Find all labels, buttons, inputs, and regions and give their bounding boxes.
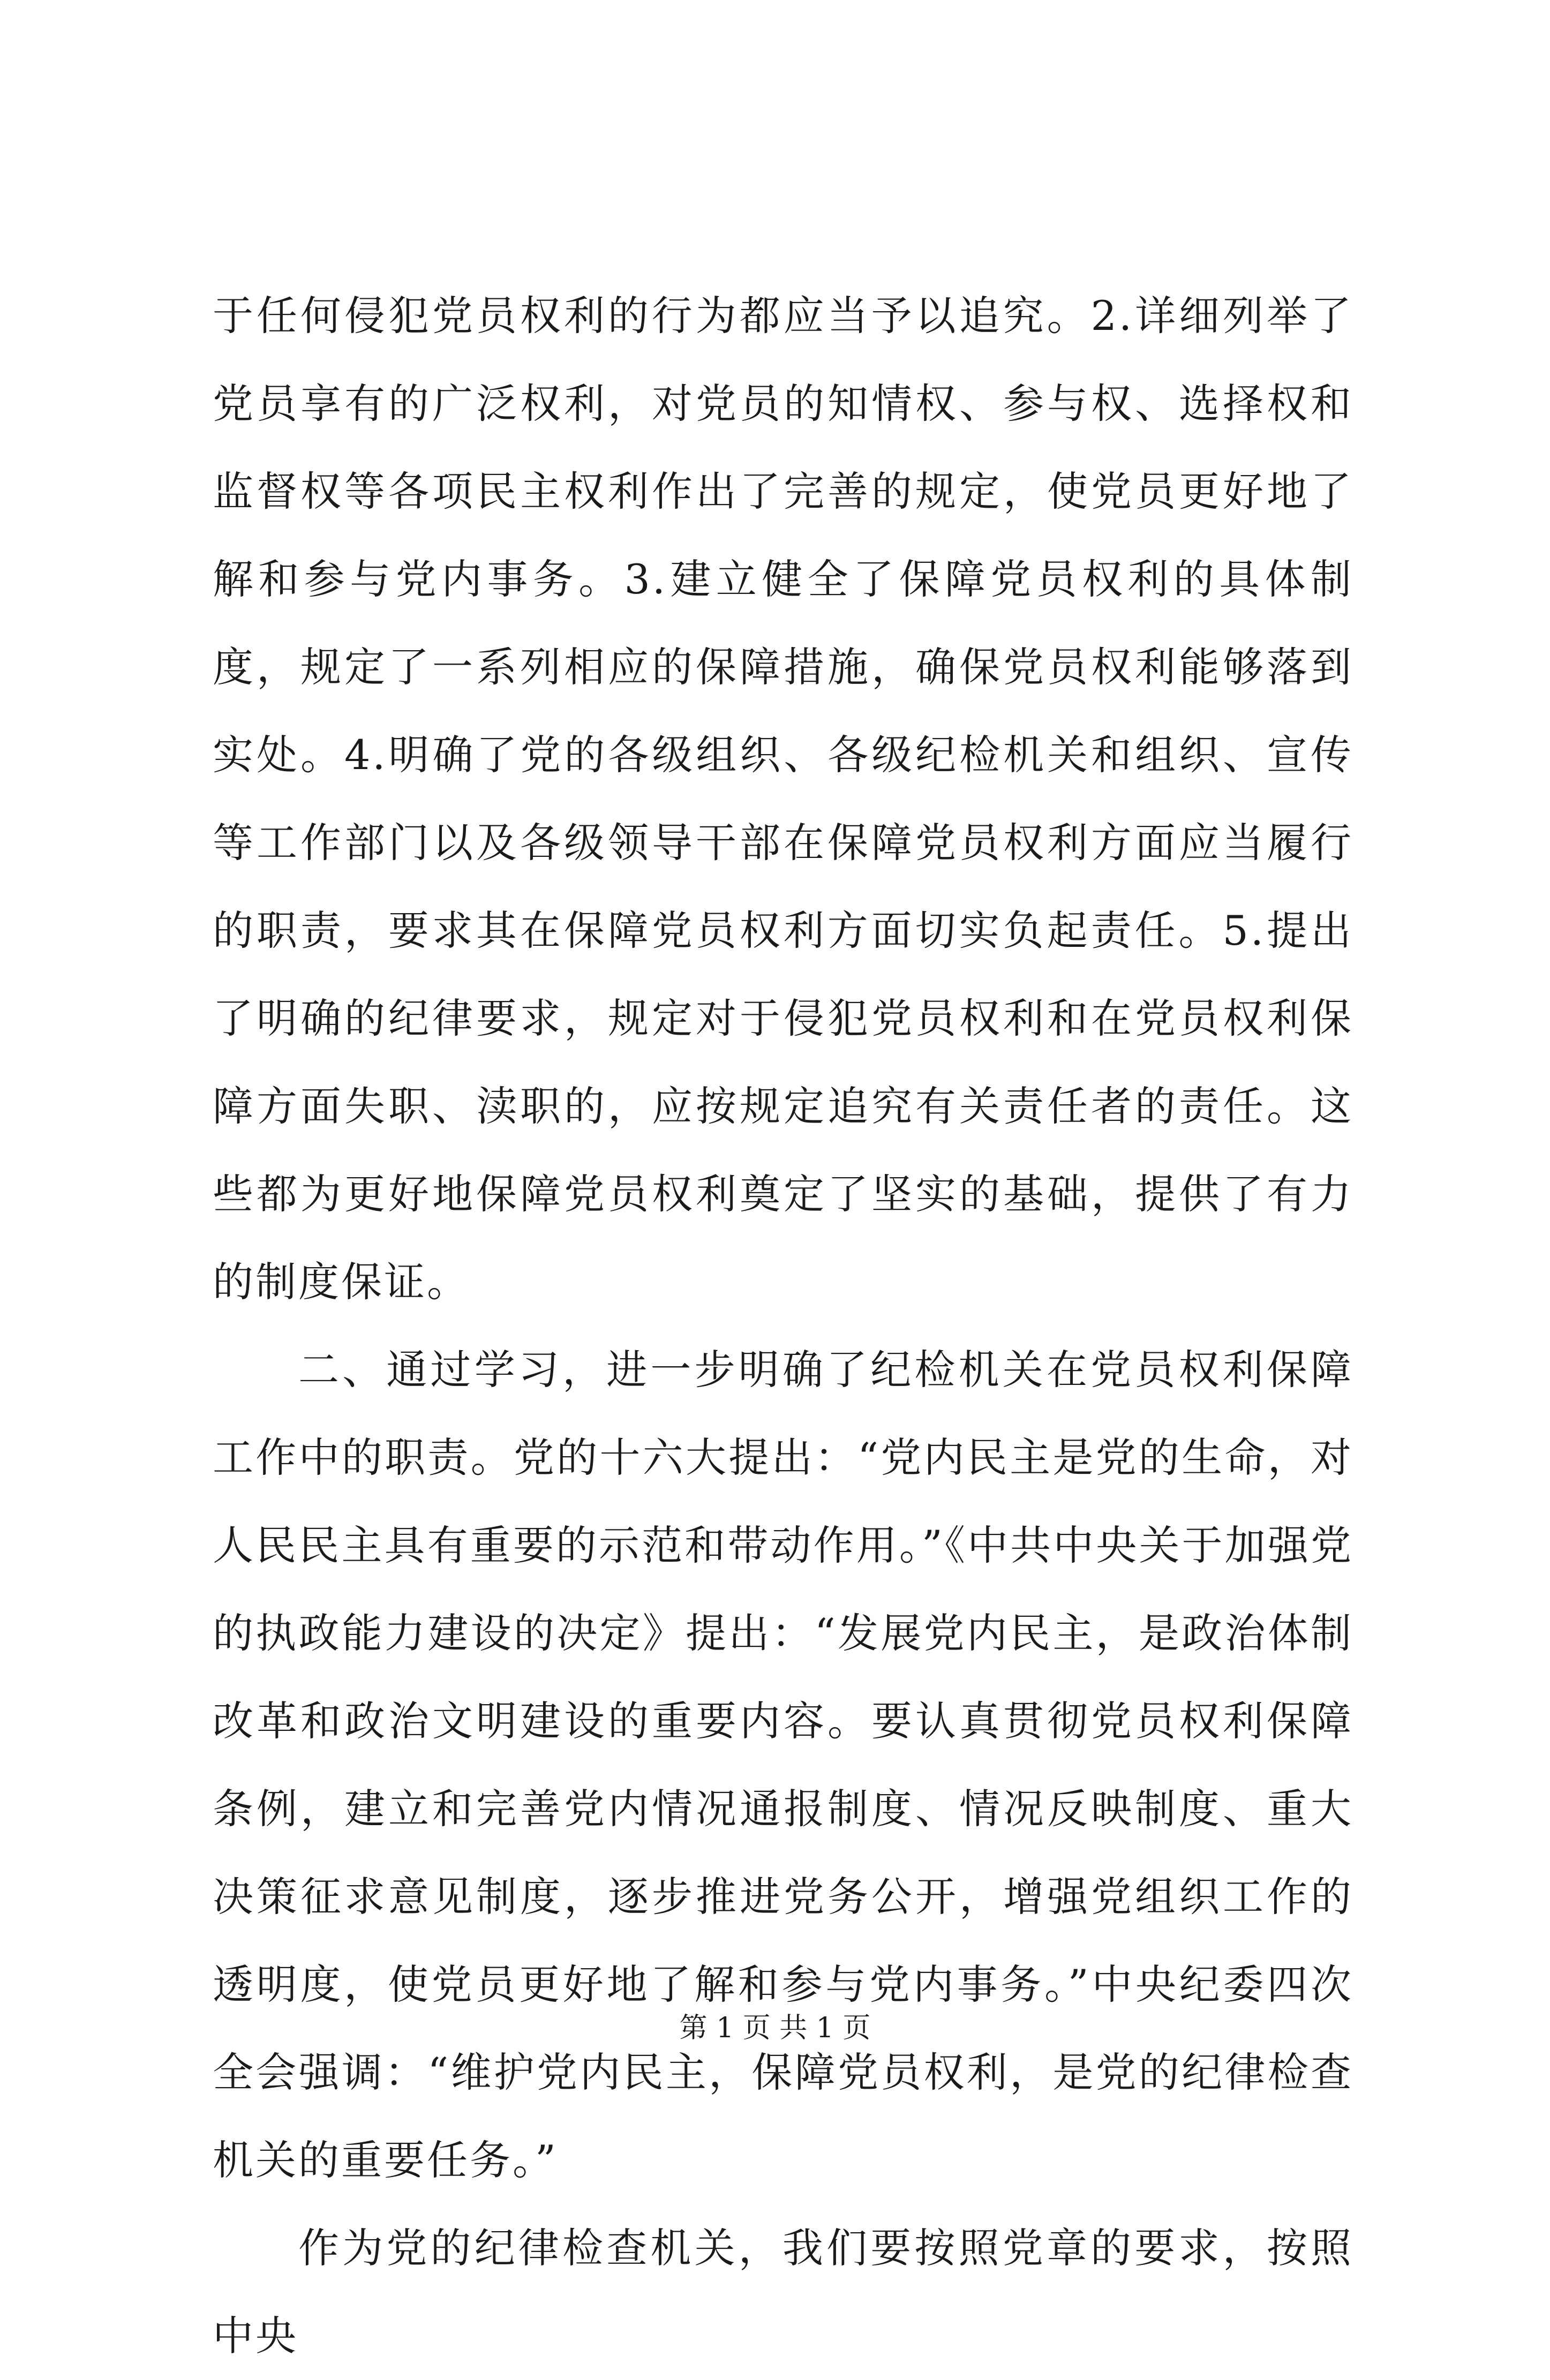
paragraph-3: 作为党的纪律检查机关，我们要按照党章的要求，按照中央 [213,2224,1353,2360]
paragraph-1: 于任何侵犯党员权利的行为都应当予以追究。2.详细列举了党员享有的广泛权利，对党员的知情权、参与权、选择权和监督权等各项民主权利作出了完善的规定，使党员更好地了解和参与党内事务。3.建立健全了保障党员权利的具体制度，规定了一系列相应的保障措施，确保党员权利能够落到实处。4.明确了党的各级组织、各级纪检机关和组织、宣传等工作部门以及各级领导干部在保障党员权利方面应当履行的职责，要求其在保障党员权利方面切实负起责任。5.提出了明确的纪律要求，规定对于侵犯党员权利和在党员权利保障方面失职、渎职的，应按规定追究有关责任者的责任。这些都为更好地保障党员权利奠定了坚实的基础，提供了有力的制度保证。 [213,292,1353,1306]
document-body [213,272,1353,2380]
paragraph-2: 二、通过学习，进一步明确了纪检机关在党员权利保障工作中的职责。党的十六大提出：“党内民主是党的生命，对人民民主具有重要的示范和带动作用。”《中共中央关于加强党的执政能力建设的决定》提出：“发展党内民主，是政治体制改革和政治文明建设的重要内容。要认真贯彻党员权利保障条例，建立和完善党内情况通报制度、情况反映制度、重大决策征求意见制度，逐步推进党务公开，增强党组织工作的透明度，使党员更好地了解和参与党内事务。”中央纪委四次全会强调：“维护党内民主，保障党员权利，是党的纪律检查机关的重要任务。” [213,1346,1353,2184]
page-footer: 第 1 页 共 1 页 [679,2012,871,2044]
